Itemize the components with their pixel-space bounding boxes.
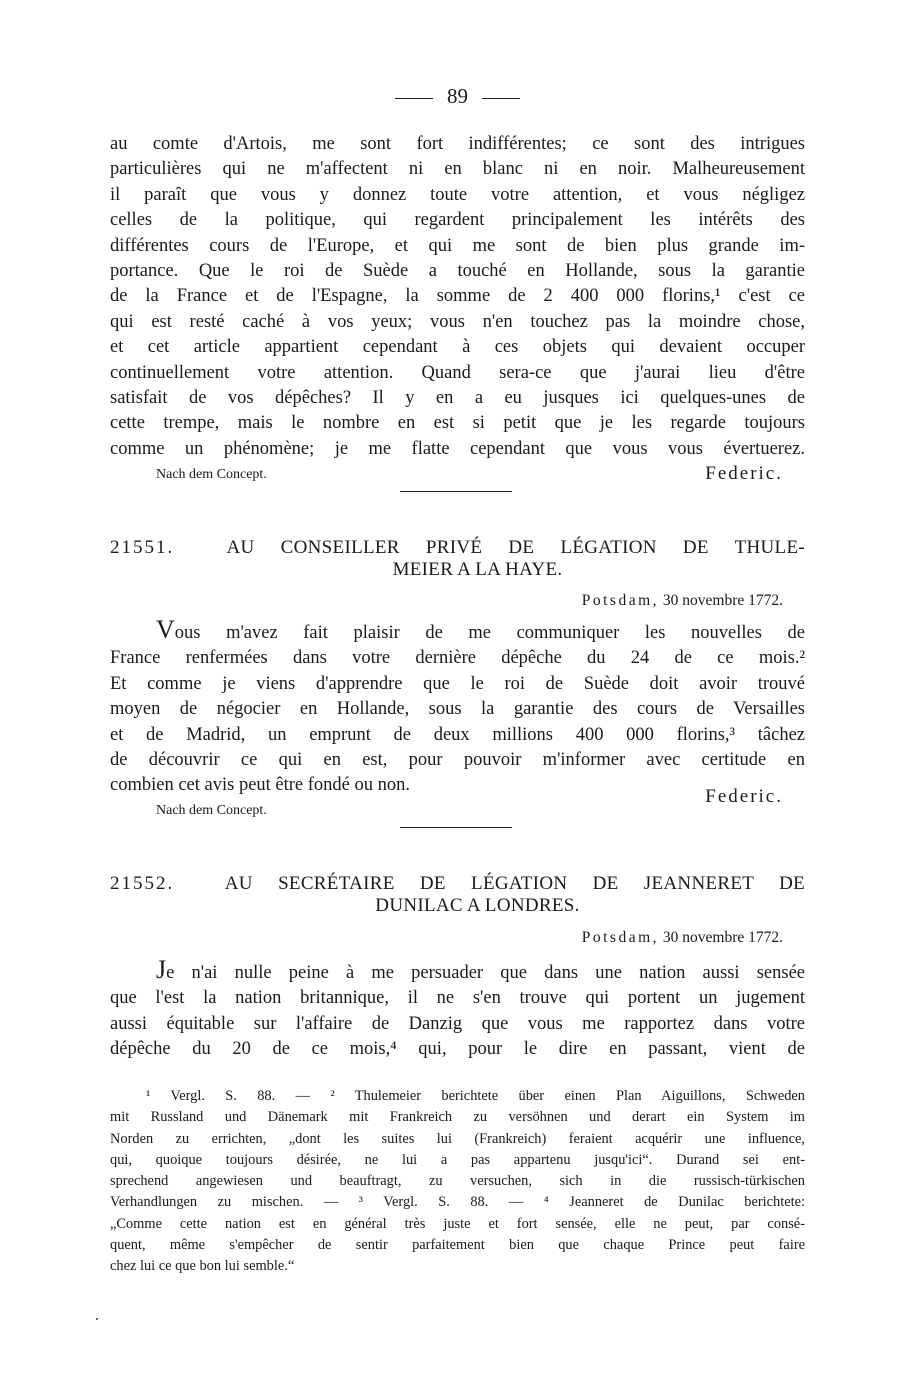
signature: Federic. (705, 463, 783, 484)
dateline-date: 30 novembre 1772. (662, 592, 783, 609)
footnote-line: quent, même s'empêcher de sentir parfaitement bien que chaque Prince peut faire (110, 1237, 805, 1254)
text-line: continuellement votre attention. Quand sera-ce que j'aurai lieu d'être (110, 362, 805, 383)
letter-title: AU CONSEILLER PRIVÉ DE LÉGATION DE THULE- (226, 537, 805, 558)
letter-heading (110, 873, 805, 917)
source-note: Nach dem Concept. (156, 467, 267, 482)
header-dash-right (482, 98, 520, 99)
text-line: celles de la politique, qui regardent principalement les intérêts des (110, 210, 805, 231)
footnote-line: „Comme cette nation est en général très juste et fort sensée, elle ne peut, par consé- (110, 1215, 805, 1232)
page-number-header (110, 84, 805, 109)
letter-heading-line (110, 873, 805, 895)
text-line: de la France et de l'Espagne, la somme de 2 400 000 florins,¹ c'est ce (110, 286, 805, 307)
text-line: satisfait de vos dépêches? Il y en a eu jusques ici quelques-unes de (110, 388, 805, 409)
footnote-line: ¹ Vergl. S. 88. — ² Thulemeier berichtete über einen Plan Aiguillons, Schweden (146, 1088, 805, 1104)
section-rule (400, 827, 512, 828)
text-line: portance. Que le roi de Suède a touché en Hollande, sous la garantie (110, 261, 805, 282)
dateline (582, 592, 783, 610)
text-line: cette trempe, mais le nombre en est si petit que je les regarde toujours (110, 413, 805, 434)
text-line: que l'est la nation britannique, il ne s'en trouve qui portent un jugement (110, 988, 805, 1009)
footnote-line: mit Russland und Dänemark mit Frankreich zu versöhnen und derart ein System im (110, 1109, 805, 1126)
text-line: France renfermées dans votre dernière dépêche du 24 de ce mois.² (110, 648, 805, 669)
letter-number: 21551. (110, 537, 175, 558)
footnote-line: Verhandlungen zu mischen. — ³ Vergl. S. 88. — ⁴ Jeanneret de Dunilac berichtete: (110, 1194, 805, 1211)
footnote-line: sprechend angewiesen und beauftragt, zu versuchen, sich in die russisch-türkischen (110, 1173, 805, 1190)
letter-number: 21552. (110, 873, 175, 894)
text-line: Et comme je viens d'apprendre que le roi de Suède doit avoir trouvé (110, 673, 805, 694)
footnote-line: chez lui ce que bon lui semble.“ (110, 1258, 295, 1275)
section-rule (400, 491, 512, 492)
text-line: moyen de négocier en Hollande, sous la garantie des cours de Versailles (110, 699, 805, 720)
header-dash-left (395, 98, 433, 99)
text-line: il paraît que vous y donnez toute votre attention, et vous négligez (110, 184, 805, 205)
letter-body (110, 955, 805, 1063)
text-line (110, 615, 805, 646)
letter-title-continued: DUNILAC A LONDRES. (375, 895, 580, 916)
text-line: particulières qui ne m'affectent ni en blanc ni en noir. Malheureusement (110, 159, 805, 180)
dateline (582, 929, 783, 947)
signature: Federic. (705, 786, 783, 807)
text-line: comme un phénomène; je me flatte cependant que vous vous évertuerez. (110, 438, 805, 459)
letter-heading (110, 537, 805, 581)
text-line: dépêche du 20 de ce mois,⁴ qui, pour le dire en passant, vient de (110, 1039, 805, 1060)
page-number: 89 (447, 84, 468, 108)
text-line: qui est resté caché à vos yeux; vous n'en touchez pas la moindre chose, (110, 311, 805, 332)
letter-body (110, 615, 805, 799)
letter-title: AU SECRÉTAIRE DE LÉGATION DE JEANNERET DE (224, 873, 805, 894)
drop-cap: V (156, 615, 175, 644)
footnote-line: qui, quoique toujours désirée, ne lui a pas appartenu jusqu'ici“. Durand sei ent- (110, 1151, 805, 1168)
text-line: et cet article appartient cependant à ces objets qui devaient occuper (110, 337, 805, 358)
footnote-line: Norden zu errichten, „dont les suites lui (Frankreich) feraient acquérir une influence, (110, 1130, 805, 1147)
scan-speck (96, 1318, 98, 1320)
text-line: et de Madrid, un emprunt de deux millions 400 000 florins,³ tâchez (110, 724, 805, 745)
continued-letter-text (110, 132, 805, 462)
footnotes (110, 1086, 805, 1278)
text-line: aussi équitable sur l'affaire de Danzig que vous me rapportez dans votre (110, 1013, 805, 1034)
letter-title-continued: MEIER A LA HAYE. (392, 559, 563, 580)
text-line: combien cet avis peut être fondé ou non. (110, 775, 411, 796)
letter-heading-line (110, 537, 805, 559)
text-line-content: e n'ai nulle peine à me persuader que dans une nation aussi sensée (166, 963, 805, 983)
dateline-place: Potsdam, (581, 929, 660, 946)
dateline-place: Potsdam, (581, 592, 660, 609)
text-line-content: ous m'avez fait plaisir de me communiquer les nouvelles de (174, 623, 805, 643)
dateline-date: 30 novembre 1772. (662, 929, 783, 946)
text-line: au comte d'Artois, me sont fort indifférentes; ce sont des intrigues (110, 134, 805, 154)
source-note: Nach dem Concept. (156, 803, 267, 818)
text-line (110, 955, 805, 986)
text-line: de découvrir ce qui en est, pour pouvoir m'informer avec certitude en (110, 750, 805, 771)
text-line: différentes cours de l'Europe, et qui me sont de bien plus grande im- (110, 235, 805, 256)
drop-cap: J (156, 955, 167, 984)
